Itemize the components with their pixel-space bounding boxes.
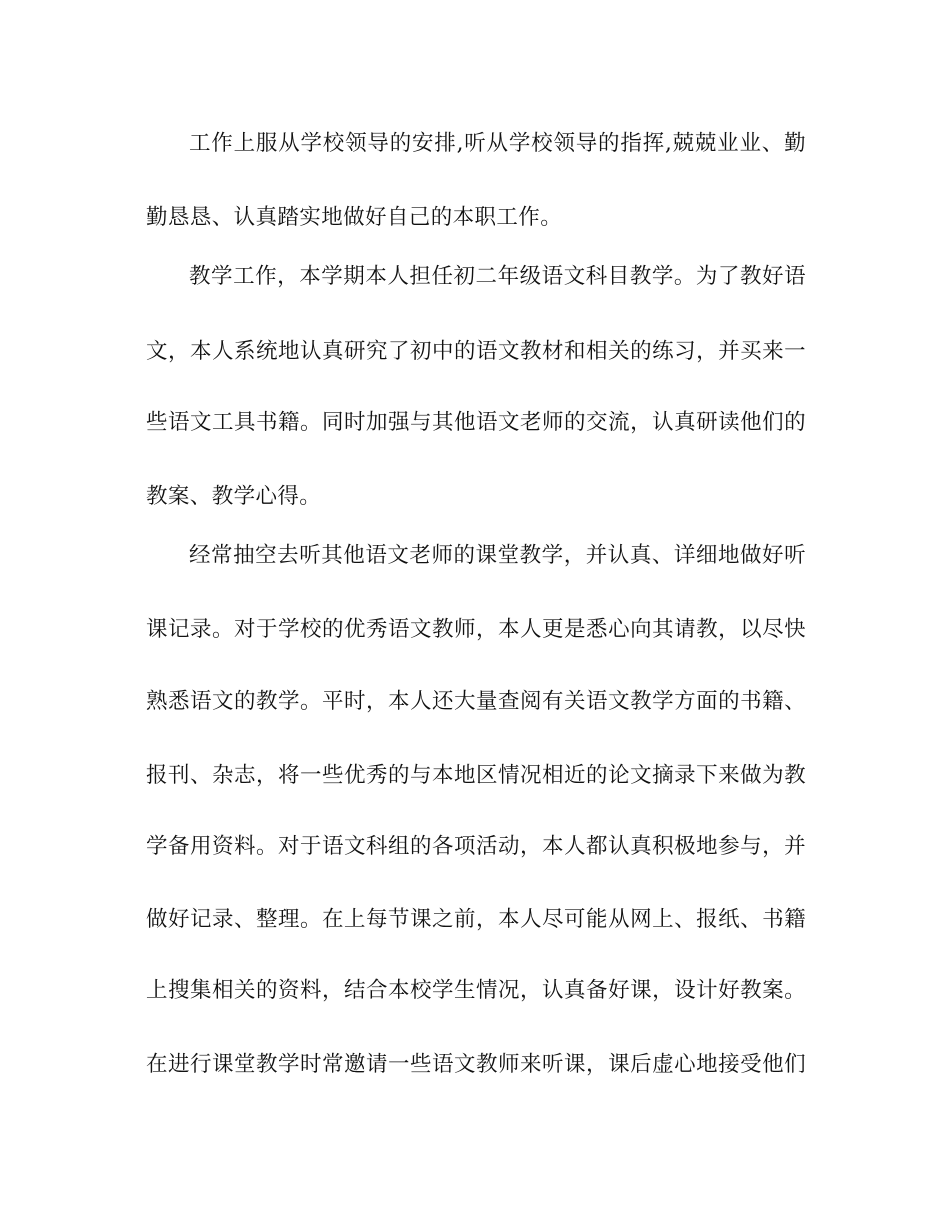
text-line: 文，本人系统地认真研究了初中的语文教材和相关的练习，并买来一 (146, 339, 806, 364)
text-line: 在进行课堂教学时常邀请一些语文教师来听课，课后虚心地接受他们 (146, 1052, 806, 1077)
text-line: 课记录。对于学校的优秀语文教师，本人更是悉心向其请教，以尽快 (146, 617, 806, 642)
text-line: 报刊、杂志，将一些优秀的与本地区情况相近的论文摘录下来做为教 (146, 763, 806, 788)
text-line: 教学工作，本学期本人担任初二年级语文科目教学。为了教好语 (189, 264, 806, 289)
text-line: 经常抽空去听其他语文老师的课堂教学，并认真、详细地做好听 (189, 543, 806, 568)
text-line: 教案、教学心得。 (146, 484, 322, 509)
text-line: 些语文工具书籍。同时加强与其他语文老师的交流，认真研读他们的 (146, 410, 806, 435)
text-line: 熟悉语文的教学。平时，本人还大量查阅有关语文教学方面的书籍、 (146, 689, 806, 714)
text-line: 上搜集相关的资料，结合本校学生情况，认真备好课，设计好教案。 (146, 978, 806, 1003)
text-line: 工作上服从学校领导的安排,听从学校领导的指挥,兢兢业业、勤 (189, 131, 806, 156)
text-line: 做好记录、整理。在上每节课之前，本人尽可能从网上、报纸、书籍 (146, 907, 806, 932)
text-line: 学备用资料。对于语文科组的各项活动，本人都认真积极地参与，并 (146, 834, 806, 859)
text-line: 勤恳恳、认真踏实地做好自己的本职工作。 (146, 205, 563, 230)
